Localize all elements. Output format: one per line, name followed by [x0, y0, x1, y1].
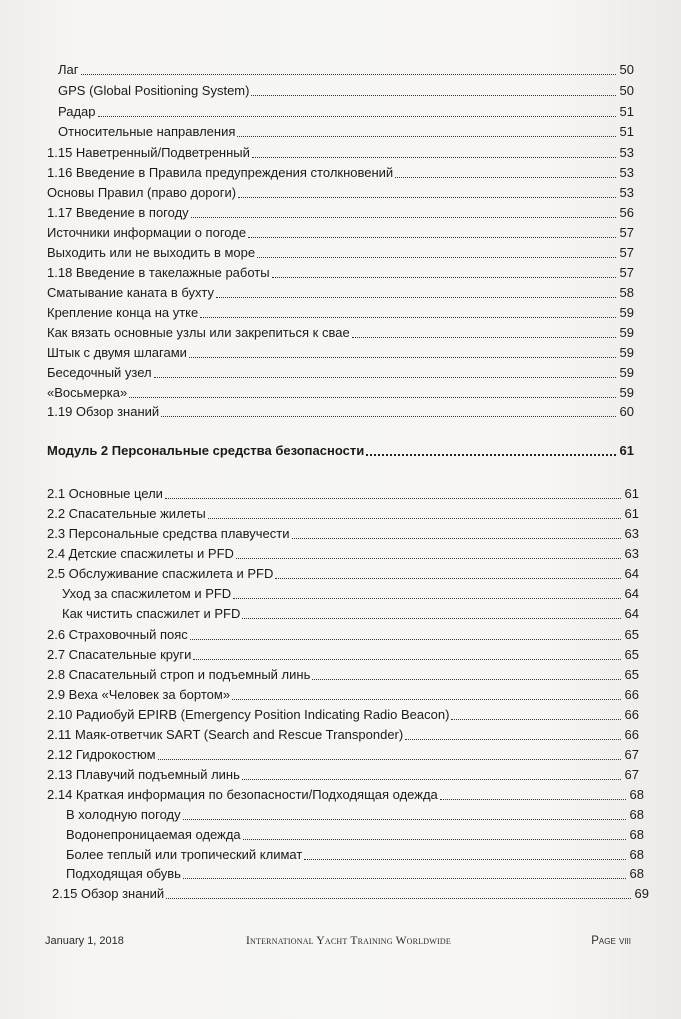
toc-entry-page: 68	[629, 827, 644, 842]
toc-entry-page: 68	[629, 807, 644, 822]
toc-entry-label: Выходить или не выходить в море	[47, 245, 256, 260]
toc-entry-page: 58	[619, 285, 634, 300]
toc-module-heading[interactable]	[47, 441, 634, 459]
toc-entry-label: Основы Правил (право дороги)	[47, 185, 237, 200]
dot-leader	[405, 739, 620, 740]
toc-entry[interactable]	[52, 884, 649, 902]
toc-entry-label: Сматывание каната в бухту	[47, 285, 214, 300]
toc-entry-page: 57	[619, 225, 634, 240]
toc-entry-page: 67	[624, 767, 639, 782]
toc-entry-page: 60	[619, 404, 634, 419]
dot-leader	[81, 74, 616, 75]
toc-entry-page: 66	[624, 707, 639, 722]
toc-entry-label: Подходящая обувь	[66, 866, 181, 881]
toc-entry-label: Более теплый или тропический климат	[66, 847, 303, 862]
dot-leader	[292, 538, 621, 539]
toc-entry[interactable]	[47, 263, 634, 281]
toc-entry-label: Как чистить спасжилет и PFD	[62, 606, 241, 621]
toc-entry[interactable]	[47, 665, 639, 683]
dot-leader	[183, 878, 626, 879]
toc-entry-label: Уход за спасжилетом и PFD	[62, 586, 232, 601]
toc-entry-label: 2.15 Обзор знаний	[52, 886, 165, 901]
toc-entry-page: 53	[619, 145, 634, 160]
toc-entry-page: 66	[624, 687, 639, 702]
toc-entry-label: 2.12 Гидрокостюм	[47, 747, 156, 762]
dot-leader	[352, 337, 616, 338]
toc-entry[interactable]	[47, 645, 639, 663]
toc-entry[interactable]	[47, 705, 639, 723]
toc-entry-label: 1.17 Введение в погоду	[47, 205, 189, 220]
toc-entry-label: 2.10 Радиобуй EPIRB (Emergency Position Indicating Radio Beacon)	[47, 707, 450, 722]
dot-leader	[451, 719, 620, 720]
dot-leader	[242, 779, 621, 780]
toc-entry-label: 2.13 Плавучий подъемный линь	[47, 767, 240, 782]
toc-entry-page: 64	[624, 606, 639, 621]
toc-entry[interactable]	[58, 60, 634, 78]
toc-entry[interactable]	[47, 283, 634, 301]
toc-entry-page: 61	[624, 486, 639, 501]
dot-leader	[440, 799, 626, 800]
dot-leader	[158, 759, 621, 760]
toc-entry[interactable]	[58, 122, 634, 140]
dot-leader	[304, 859, 625, 860]
dot-leader	[395, 177, 615, 178]
toc-entry-page: 65	[624, 647, 639, 662]
toc-entry[interactable]	[47, 343, 634, 361]
toc-entry[interactable]	[66, 805, 644, 823]
dot-leader	[237, 136, 615, 137]
dot-leader	[242, 618, 620, 619]
toc-entry[interactable]	[47, 383, 634, 401]
dot-leader	[232, 699, 620, 700]
toc-entry-label: 1.16 Введение в Правила предупреждения столкновений	[47, 165, 394, 180]
dot-leader	[98, 116, 616, 117]
dot-leader	[272, 277, 616, 278]
toc-entry[interactable]	[47, 484, 639, 502]
dot-leader	[251, 95, 615, 96]
toc-entry-page: 64	[624, 566, 639, 581]
footer-page-number: Page viii	[591, 935, 631, 947]
toc-entry-page: 65	[624, 627, 639, 642]
footer-date: January 1, 2018	[45, 935, 124, 947]
toc-entry-label: Источники информации о погоде	[47, 225, 247, 240]
toc-entry-label: В холодную погоду	[66, 807, 181, 822]
toc-entry-label: 2.8 Спасательный строп и подъемный линь	[47, 667, 311, 682]
toc-entry-page: 59	[619, 325, 634, 340]
toc-entry[interactable]	[62, 584, 639, 602]
dot-leader	[233, 598, 620, 599]
dot-leader	[208, 518, 621, 519]
toc-entry[interactable]	[47, 243, 634, 261]
toc-entry-page: 66	[624, 727, 639, 742]
dot-leader	[190, 639, 621, 640]
toc-entry-page: 51	[619, 104, 634, 119]
toc-entry-label: 2.7 Спасательные круги	[47, 647, 192, 662]
toc-entry-label: 2.3 Персональные средства плавучести	[47, 526, 290, 541]
toc-entry[interactable]	[47, 524, 639, 542]
dot-leader	[312, 679, 620, 680]
toc-entry[interactable]	[66, 864, 644, 882]
toc-entry-page: 50	[619, 62, 634, 77]
toc-entry[interactable]	[47, 163, 634, 181]
toc-entry-label: 2.14 Краткая информация по безопасности/Подходящая одежда	[47, 787, 438, 802]
toc-entry-label: 2.9 Веха «Человек за бортом»	[47, 687, 231, 702]
dot-leader	[161, 416, 615, 417]
toc-entry-label: Модуль 2 Персональные средства безопасности	[47, 443, 365, 458]
toc-entry[interactable]	[47, 564, 639, 582]
toc-entry-page: 57	[619, 245, 634, 260]
toc-entry-label: Водонепроницаемая одежда	[66, 827, 241, 842]
toc-entry[interactable]	[47, 765, 639, 783]
toc-entry[interactable]	[47, 143, 634, 161]
dot-leader	[193, 659, 620, 660]
dot-leader	[252, 157, 616, 158]
toc-entry-page: 68	[629, 787, 644, 802]
toc-entry[interactable]	[58, 81, 634, 99]
toc-entry[interactable]	[62, 604, 639, 622]
toc-entry[interactable]	[47, 303, 634, 321]
toc-entry-page: 56	[619, 205, 634, 220]
dot-leader	[275, 578, 620, 579]
toc-entry-label: 2.11 Маяк-ответчик SART (Search and Rescue Transponder)	[47, 727, 404, 742]
toc-entry[interactable]	[47, 402, 634, 420]
dot-leader	[191, 217, 616, 218]
toc-entry-page: 61	[619, 443, 634, 458]
dot-leader	[243, 839, 626, 840]
toc-entry-page: 53	[619, 165, 634, 180]
dot-leader	[183, 819, 626, 820]
toc-entry-page: 50	[619, 83, 634, 98]
toc-entry-page: 59	[619, 365, 634, 380]
toc-entry-page: 64	[624, 586, 639, 601]
toc-entry-page: 68	[629, 866, 644, 881]
toc-entry[interactable]	[47, 323, 634, 341]
toc-entry-label: 2.4 Детские спасжилеты и PFD	[47, 546, 234, 561]
toc-entry-page: 67	[624, 747, 639, 762]
dot-leader	[129, 397, 615, 398]
dot-leader	[200, 317, 615, 318]
toc-entry-page: 51	[619, 124, 634, 139]
footer-title: International Yacht Training Worldwide	[246, 935, 451, 947]
toc-entry-label: Беседочный узел	[47, 365, 152, 380]
dot-leader	[154, 377, 616, 378]
toc-entry-page: 63	[624, 526, 639, 541]
dot-leader	[216, 297, 616, 298]
toc-entry-page: 69	[634, 886, 649, 901]
toc-entry-page: 57	[619, 265, 634, 280]
toc-entry-page: 63	[624, 546, 639, 561]
toc-entry-label: 1.18 Введение в такелажные работы	[47, 265, 270, 280]
toc-entry-label: GPS (Global Positioning System)	[58, 83, 250, 98]
toc-entry-page: 59	[619, 385, 634, 400]
toc-entry[interactable]	[47, 363, 634, 381]
toc-entry-page: 61	[624, 506, 639, 521]
dot-leader	[236, 558, 621, 559]
toc-entry-label: 2.1 Основные цели	[47, 486, 163, 501]
toc-entry[interactable]	[47, 203, 634, 221]
toc-entry-label: 2.2 Спасательные жилеты	[47, 506, 206, 521]
toc-entry[interactable]	[66, 845, 644, 863]
toc-entry[interactable]	[47, 685, 639, 703]
toc-entry[interactable]	[47, 544, 639, 562]
toc-entry[interactable]	[47, 785, 644, 803]
toc-entry-label: 1.19 Обзор знаний	[47, 404, 160, 419]
toc-entry[interactable]	[47, 625, 639, 643]
toc-entry-page: 65	[624, 667, 639, 682]
toc-entry-label: Радар	[58, 104, 96, 119]
toc-entry-page: 68	[629, 847, 644, 862]
toc-entry-label: Лаг	[58, 62, 79, 77]
dot-leader	[248, 237, 615, 238]
toc-entry[interactable]	[47, 183, 634, 201]
dot-leader	[238, 197, 615, 198]
toc-entry-label: Штык с двумя шлагами	[47, 345, 187, 360]
toc-entry[interactable]	[47, 504, 639, 522]
toc-entry[interactable]	[66, 825, 644, 843]
toc-entry-label: Относительные направления	[58, 124, 236, 139]
toc-entry[interactable]	[47, 745, 639, 763]
toc-entry-label: 2.5 Обслуживание спасжилета и PFD	[47, 566, 274, 581]
dot-leader	[189, 357, 616, 358]
dot-leader	[366, 454, 615, 456]
toc-entry[interactable]	[58, 102, 634, 120]
dot-leader	[166, 898, 630, 899]
toc-entry[interactable]	[47, 223, 634, 241]
toc-entry-page: 59	[619, 345, 634, 360]
dot-leader	[257, 257, 615, 258]
toc-entry-label: Крепление конца на утке	[47, 305, 199, 320]
toc-entry-label: Как вязать основные узлы или закрепиться к свае	[47, 325, 350, 340]
toc-entry-label: 1.15 Наветренный/Подветренный	[47, 145, 250, 160]
dot-leader	[165, 498, 621, 499]
toc-entry-label: «Восьмерка»	[47, 385, 128, 400]
toc-entry-page: 59	[619, 305, 634, 320]
toc-entry[interactable]	[47, 725, 639, 743]
toc-entry-label: 2.6 Страховочный пояс	[47, 627, 188, 642]
toc-entry-page: 53	[619, 185, 634, 200]
